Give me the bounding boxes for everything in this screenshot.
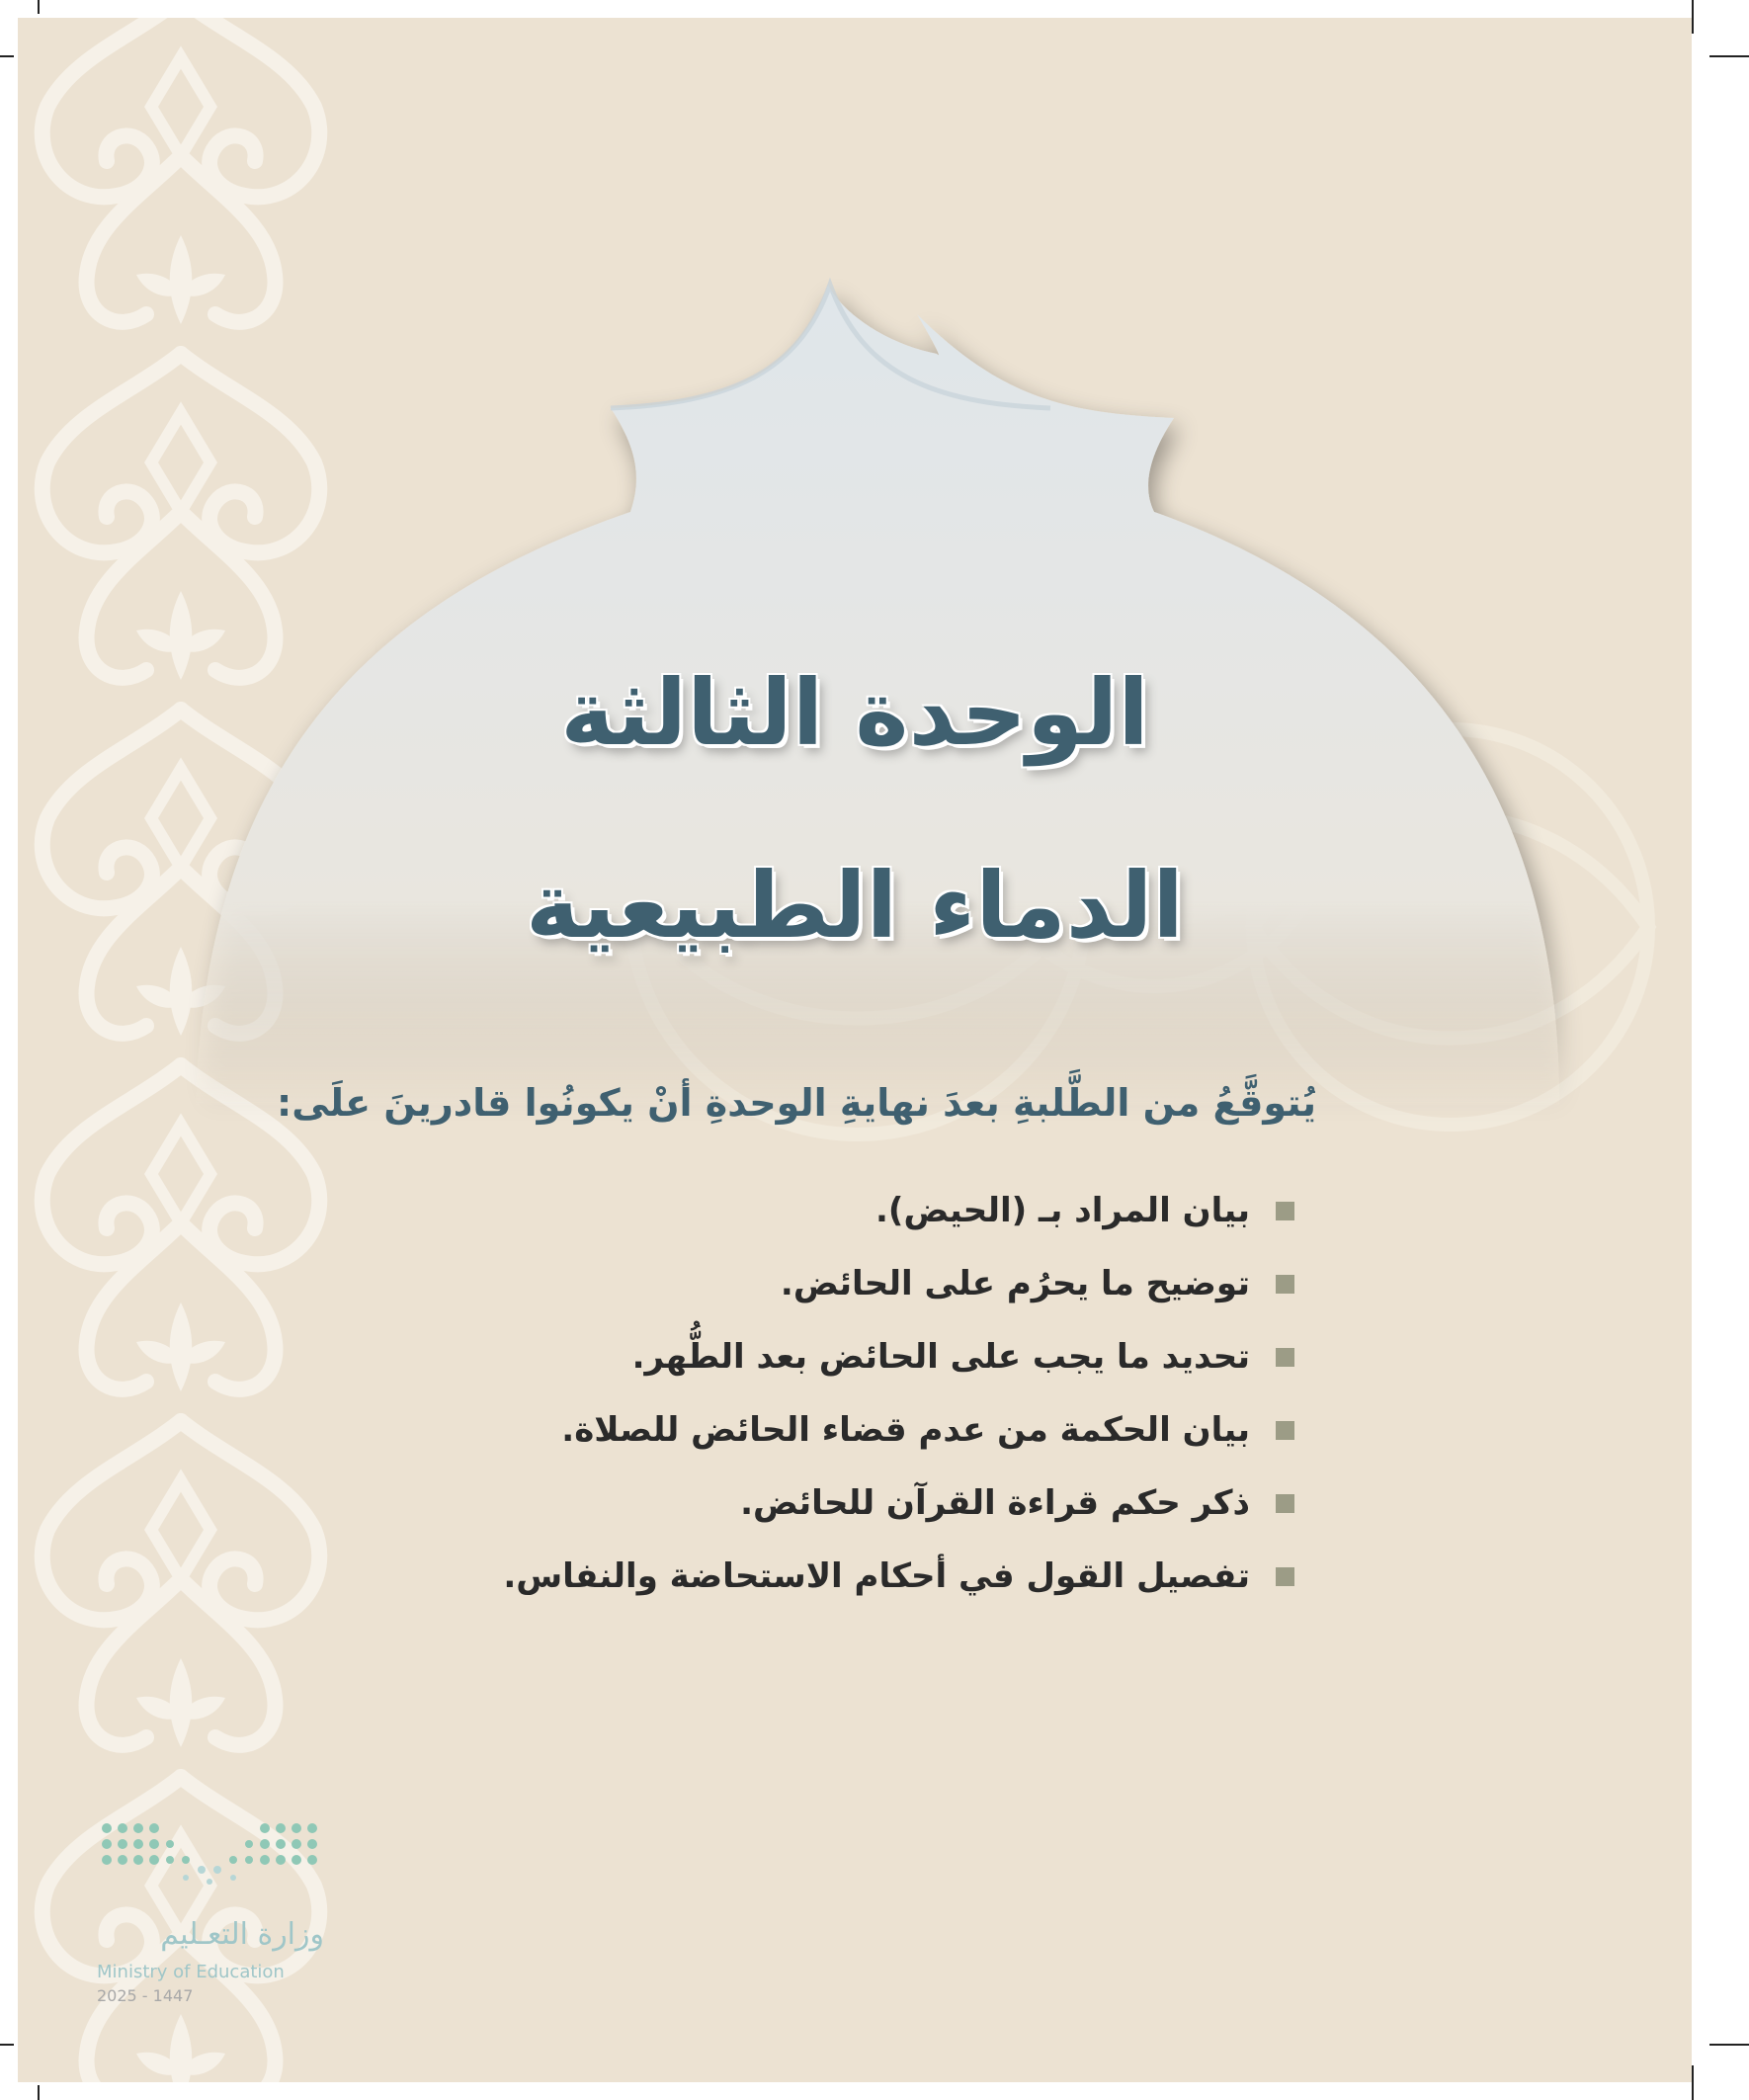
dome-frame: [18, 18, 1692, 2082]
crop-mark: [38, 0, 40, 14]
square-bullet-icon: [1276, 1494, 1294, 1513]
crop-mark: [38, 2085, 40, 2100]
unit-title: الوحدة الثالثة: [560, 660, 1149, 766]
crop-mark: [1692, 0, 1694, 34]
crop-mark: [1692, 2065, 1694, 2100]
objective-item: [229, 1174, 1294, 1247]
square-bullet-icon: [1276, 1202, 1294, 1220]
square-bullet-icon: [1276, 1567, 1294, 1586]
objective-text: بيان المراد بـ (الحيض).: [875, 1191, 1250, 1230]
ministry-name-arabic: وزارة التعـليم: [160, 1917, 324, 1952]
objective-item: [229, 1247, 1294, 1320]
square-bullet-icon: [1276, 1348, 1294, 1367]
objective-text: ذكر حكم قراءة القرآن للحائض.: [740, 1483, 1250, 1523]
ministry-logo: [97, 1808, 344, 2006]
crop-mark: [0, 55, 14, 57]
objective-text: توضيح ما يحرُم على الحائض.: [780, 1264, 1250, 1303]
objective-item: [229, 1320, 1294, 1393]
square-bullet-icon: [1276, 1421, 1294, 1440]
crop-mark: [1709, 55, 1749, 57]
paper-background: [18, 18, 1692, 2082]
crop-mark: [1709, 2044, 1749, 2046]
objectives-intro: يُتوقَّعُ من الطَّلبةِ بعدَ نهايةِ الوحدةِ أنْ يكونُوا قادرينَ علَى:: [277, 1081, 1316, 1125]
objective-text: تحديد ما يجب على الحائض بعد الطُّهر.: [631, 1337, 1250, 1377]
objective-text: بيان الحكمة من عدم قضاء الحائض للصلاة.: [561, 1410, 1250, 1450]
objective-item: [229, 1393, 1294, 1467]
ministry-year: 2025 - 1447: [97, 1986, 194, 2005]
square-bullet-icon: [1276, 1275, 1294, 1294]
ministry-dots-logo-icon: [97, 1808, 324, 1907]
objective-item: [229, 1467, 1294, 1540]
unit-subtitle: الدماء الطبيعية: [526, 853, 1184, 959]
objectives-section: [229, 1073, 1316, 1613]
crop-mark: [0, 2044, 14, 2046]
ministry-name-english: Ministry of Education: [97, 1962, 285, 1982]
objectives-list: [229, 1174, 1316, 1613]
objective-item: [229, 1540, 1294, 1613]
objective-text: تفصيل القول في أحكام الاستحاضة والنفاس.: [503, 1556, 1250, 1596]
